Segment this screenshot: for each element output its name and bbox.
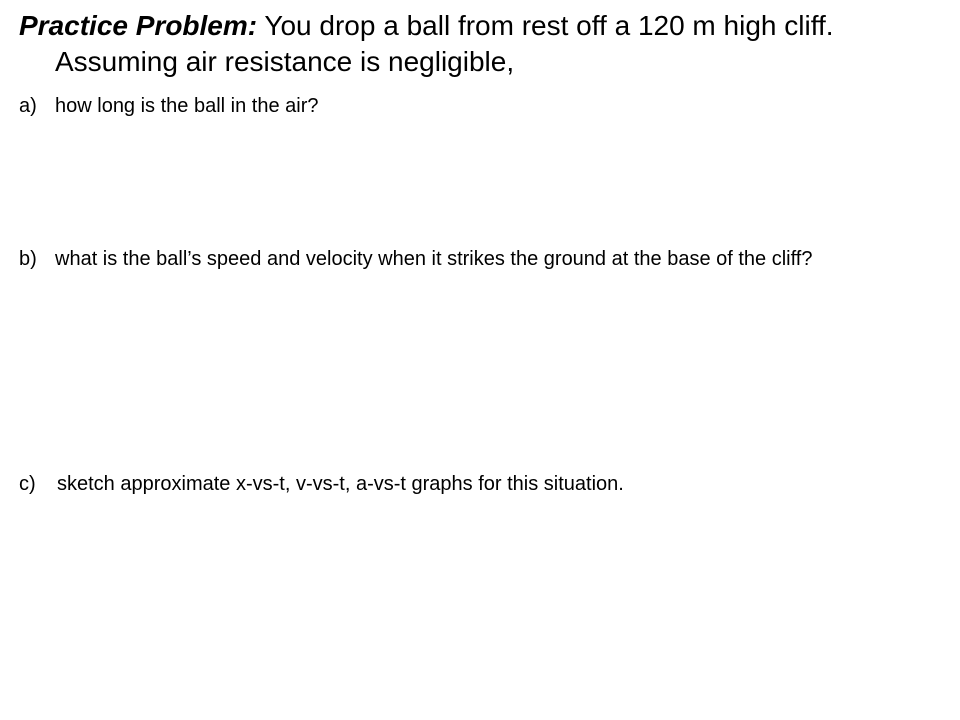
question-a-text: how long is the ball in the air?: [55, 95, 319, 117]
question-c-marker: c): [19, 473, 36, 495]
question-a-marker: a): [19, 95, 37, 117]
problem-text: You drop a ball from rest off a 120 m high cliff. Assuming air resistance is negligible,: [55, 10, 834, 77]
question-c: [19, 470, 899, 498]
question-b-marker: b): [19, 248, 37, 270]
problem-lead: Practice Problem:: [19, 10, 258, 41]
question-b: [19, 245, 899, 273]
question-a: [19, 92, 899, 120]
problem-statement: [19, 8, 955, 80]
question-b-text: what is the ball’s speed and velocity when it strikes the ground at the base of the cliff?: [55, 248, 813, 270]
question-c-text: sketch approximate x-vs-t, v-vs-t, a-vs-t graphs for this situation.: [57, 473, 624, 495]
